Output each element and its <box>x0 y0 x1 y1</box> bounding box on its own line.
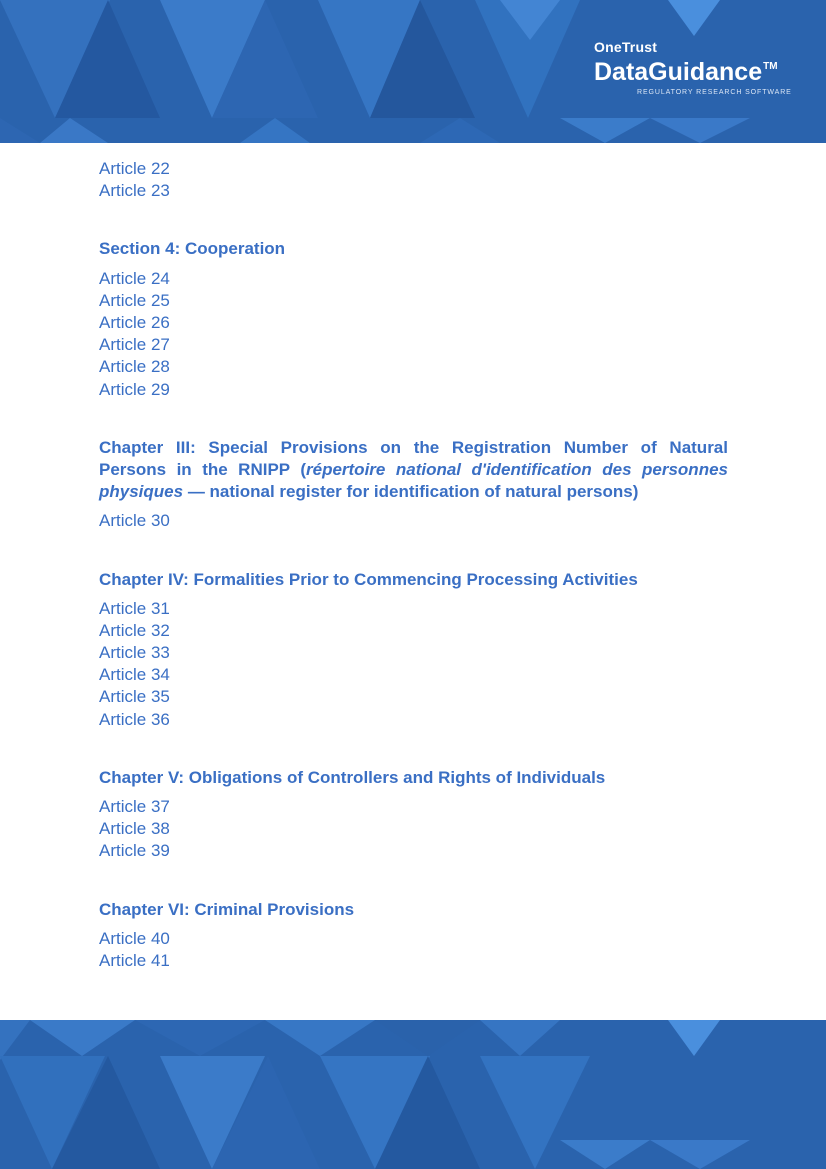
toc-link-article-22[interactable]: Article 22 <box>99 159 170 178</box>
toc-link-article-34[interactable]: Article 34 <box>99 665 170 685</box>
toc-link-article-35[interactable]: Article 35 <box>99 687 170 707</box>
toc-link-article-28[interactable]: Article 28 <box>99 357 170 377</box>
toc-link-article-36[interactable]: Article 36 <box>99 709 170 729</box>
toc-link-article-33[interactable]: Article 33 <box>99 643 170 663</box>
toc-link-article-23[interactable]: Article 23 <box>99 181 170 201</box>
chapter-5-heading[interactable]: Chapter V: Obligations of Controllers and Rights of Individuals <box>99 767 606 787</box>
top-articles-list <box>99 158 728 202</box>
section-4-heading[interactable]: Section 4: Cooperation <box>99 239 286 259</box>
toc-link-article-38[interactable]: Article 38 <box>99 819 170 839</box>
chapter-4-articles <box>99 598 728 731</box>
toc-link-article-24[interactable]: Article 24 <box>99 268 170 288</box>
section-4-articles <box>99 268 728 401</box>
toc-link-article-41[interactable]: Article 41 <box>99 950 170 970</box>
chapter-5-articles <box>99 796 728 863</box>
chapter-3-title-italic: répertoire national d'identification des personnes physiques <box>99 459 728 502</box>
toc-link-article-31[interactable]: Article 31 <box>99 598 170 618</box>
toc-link-article-30[interactable]: Article 30 <box>99 511 170 531</box>
chapter-3-articles <box>99 510 728 532</box>
table-of-contents <box>99 158 728 972</box>
logo-brand-small: OneTrust <box>594 39 658 55</box>
footer-triangle-pattern <box>0 1020 826 1169</box>
logo-brand-large <box>594 54 792 85</box>
header-banner <box>0 0 826 143</box>
logo-brand-name: DataGuidance <box>594 58 763 86</box>
chapter-3-heading[interactable] <box>99 437 728 504</box>
toc-link-article-39[interactable]: Article 39 <box>99 841 170 861</box>
footer-banner <box>0 1020 826 1169</box>
chapter-6-heading[interactable]: Chapter VI: Criminal Provisions <box>99 899 355 919</box>
toc-link-article-32[interactable]: Article 32 <box>99 620 170 640</box>
logo-tagline: REGULATORY RESEARCH SOFTWARE <box>637 89 792 96</box>
toc-link-article-40[interactable]: Article 40 <box>99 928 170 948</box>
toc-link-article-26[interactable]: Article 26 <box>99 312 170 332</box>
toc-link-article-37[interactable]: Article 37 <box>99 797 170 817</box>
onetrust-dataguidance-logo <box>594 39 792 97</box>
toc-link-article-29[interactable]: Article 29 <box>99 379 170 399</box>
toc-link-article-27[interactable]: Article 27 <box>99 335 170 355</box>
chapter-3-title-suffix: — national register for identification of natural persons) <box>183 482 639 502</box>
toc-link-article-25[interactable]: Article 25 <box>99 290 170 310</box>
chapter-6-articles <box>99 928 728 972</box>
logo-trademark: TM <box>763 61 778 72</box>
chapter-4-heading[interactable]: Chapter IV: Formalities Prior to Commencing Processing Activities <box>99 569 638 589</box>
chapter-3-title-prefix: Chapter III: Special Provisions on the Registration Number of Natural Persons in the RNIPP ( <box>99 437 728 479</box>
